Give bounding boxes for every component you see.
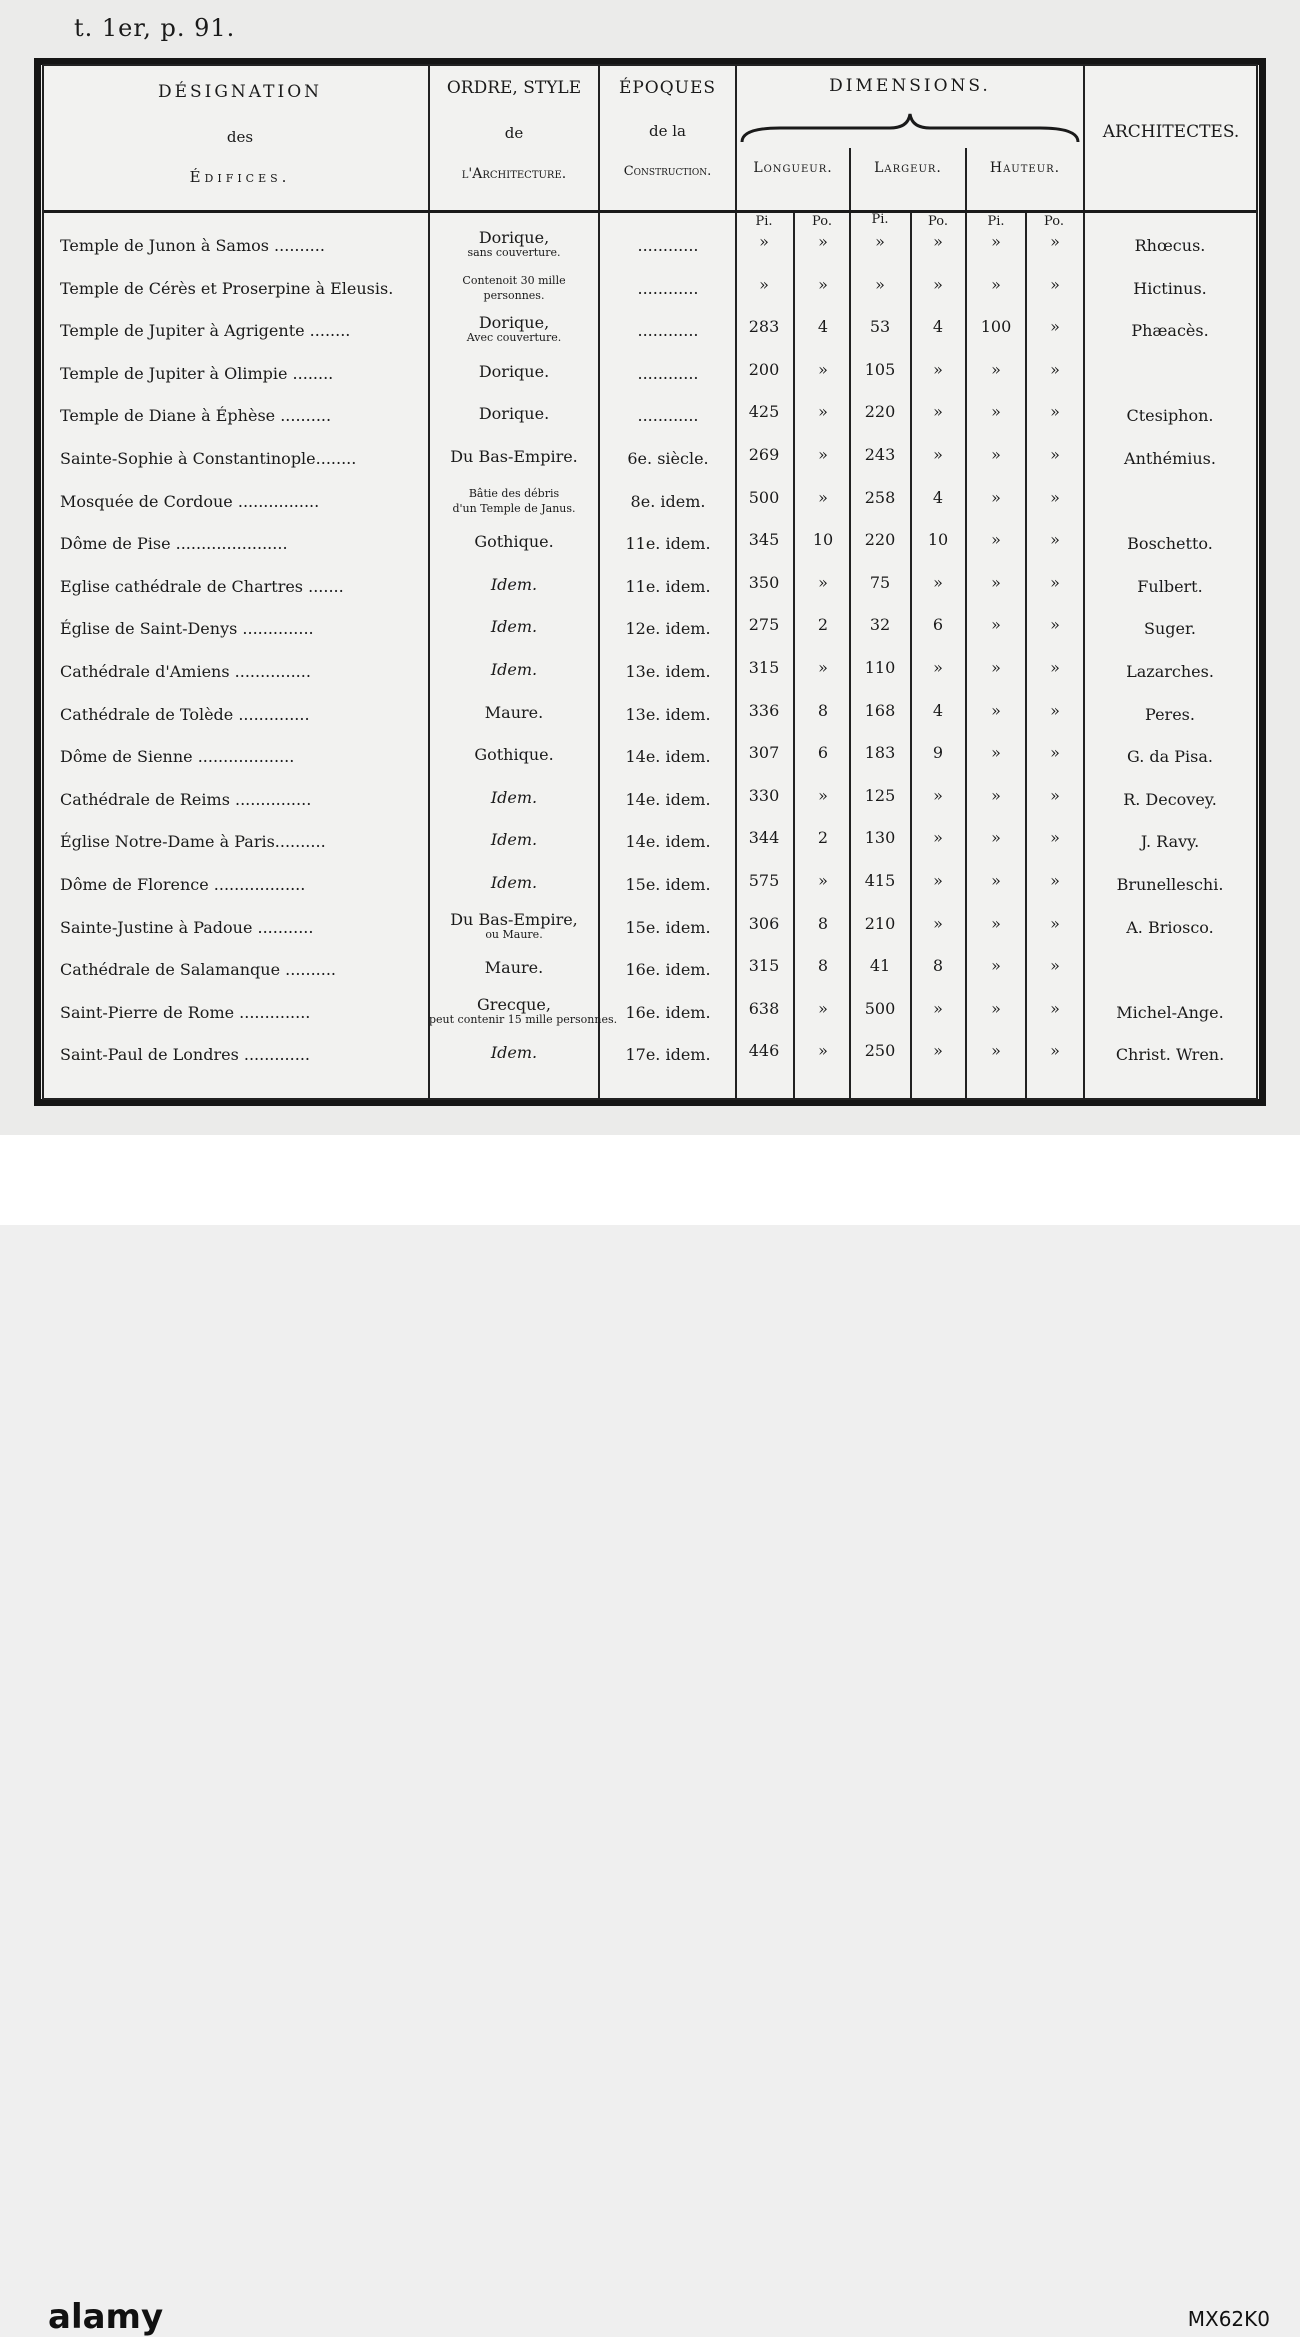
header-designation: DÉSIGNATION <box>157 82 323 102</box>
row-dim-hp: » <box>991 274 1001 294</box>
row-dim-hp: » <box>991 785 1001 805</box>
row-style: Du Bas-Empire. <box>450 447 578 466</box>
row-edifice-name: Dôme de Pise ...................... <box>60 534 288 554</box>
row-dim-lo: » <box>818 232 828 251</box>
row-dim-wo: » <box>933 785 943 805</box>
row-epoch: 15e. idem. <box>625 917 711 937</box>
row-dim-wo: 6 <box>932 615 944 635</box>
col-divider <box>735 64 737 1100</box>
row-dim-wo: » <box>933 658 943 677</box>
row-dim-hp: » <box>991 445 1001 464</box>
row-dim-ho: » <box>1050 572 1060 592</box>
row-architect: Peres. <box>1145 704 1195 724</box>
row-architect: R. Decovey. <box>1123 789 1217 809</box>
row-dim-wp: » <box>875 274 885 294</box>
row-dim-lo: » <box>818 998 828 1018</box>
row-style: Idem. <box>490 830 538 850</box>
row-dim-hp: » <box>991 828 1001 848</box>
row-style: Dorique, <box>478 228 550 247</box>
row-dim-wp: 210 <box>864 913 896 933</box>
row-style: Idem. <box>490 617 538 637</box>
row-edifice-name: Eglise cathédrale de Chartres ....... <box>60 576 344 596</box>
row-dim-ho: » <box>1050 658 1060 677</box>
row-dim-wo: 9 <box>932 743 944 763</box>
row-dim-ho: » <box>1050 615 1060 635</box>
row-architect: J. Ravy. <box>1140 832 1200 852</box>
row-dim-lo: » <box>818 871 828 890</box>
row-dim-hp: » <box>991 402 1001 422</box>
row-style-note: sans couverture. <box>467 246 561 259</box>
row-architect: Fulbert. <box>1137 576 1203 596</box>
header-designation-des: des <box>226 128 254 146</box>
row-dim-lo: » <box>818 445 828 464</box>
row-dim-hp: » <box>991 700 1001 720</box>
row-dim-hp: » <box>991 956 1001 976</box>
row-dim-wp: 105 <box>864 359 896 379</box>
row-dim-hp: » <box>991 913 1001 933</box>
row-dim-hp: » <box>991 871 1001 890</box>
row-dim-hp: » <box>991 615 1001 635</box>
row-epoch: 16e. idem. <box>625 960 711 980</box>
row-dim-wo: 8 <box>932 956 944 976</box>
row-dim-ho: » <box>1050 1041 1060 1061</box>
row-dim-lp: 269 <box>748 445 780 464</box>
row-dim-wo: » <box>933 232 943 251</box>
row-dim-lp: 575 <box>748 871 780 890</box>
row-edifice-name: Saint-Pierre de Rome .............. <box>60 1002 311 1022</box>
row-architect: Suger. <box>1144 619 1196 639</box>
header-dimensions: DIMENSIONS. <box>829 76 991 96</box>
row-dim-ho: » <box>1050 445 1060 464</box>
row-dim-ho: » <box>1050 913 1060 933</box>
row-dim-lp: 336 <box>748 700 780 720</box>
row-dim-lo: » <box>818 1041 828 1061</box>
row-epoch: 17e. idem. <box>625 1045 711 1065</box>
row-dim-lp: » <box>759 274 769 294</box>
row-edifice-name: Mosquée de Cordoue ................ <box>60 491 320 511</box>
watermark-logo: alamy <box>48 2297 164 2337</box>
row-dim-ho: » <box>1050 785 1060 805</box>
header-hauteur: Hauteur. <box>989 160 1061 176</box>
row-dim-wo: » <box>933 359 943 379</box>
row-dim-lo: 8 <box>817 700 829 720</box>
row-dim-lp: 275 <box>748 615 780 635</box>
row-dim-hp: » <box>991 359 1001 379</box>
row-style: Dorique. <box>478 361 550 381</box>
row-dim-ho: » <box>1050 232 1060 251</box>
row-dim-hp: » <box>991 743 1001 763</box>
row-epoch: 14e. idem. <box>625 832 711 852</box>
row-dim-wp: 250 <box>864 1041 896 1061</box>
row-epoch: 14e. idem. <box>625 789 711 809</box>
col-divider <box>965 148 967 1100</box>
row-dim-lo: » <box>818 572 828 592</box>
row-dim-lp: 500 <box>748 487 780 507</box>
row-epoch: 13e. idem. <box>625 704 711 724</box>
row-dim-wo: 4 <box>932 700 944 720</box>
row-edifice-name: Cathédrale d'Amiens ............... <box>60 662 311 681</box>
row-style: Idem. <box>490 787 538 807</box>
row-dim-ho: » <box>1050 530 1060 550</box>
unit-pi: Pi. <box>987 214 1005 229</box>
row-dim-wp: 110 <box>864 658 896 677</box>
row-dim-lo: » <box>818 402 828 422</box>
row-edifice-name: Saint-Paul de Londres ............. <box>60 1045 310 1065</box>
row-epoch: 14e. idem. <box>625 747 711 767</box>
row-edifice-name: Église Notre-Dame à Paris.......... <box>60 832 326 852</box>
row-dim-wp: 220 <box>864 402 896 422</box>
row-style: Contenoit 30 mille <box>462 273 566 287</box>
header-designation-edifices: Édifices. <box>189 168 291 186</box>
subcol-divider <box>1025 210 1027 1100</box>
row-dim-wp: 415 <box>864 871 896 890</box>
row-style: Idem. <box>490 1043 538 1063</box>
row-style: Maure. <box>484 958 544 978</box>
row-dim-hp: » <box>991 998 1001 1018</box>
row-dim-wp: 41 <box>869 956 891 976</box>
row-edifice-name: Cathédrale de Reims ............... <box>60 789 312 809</box>
row-dim-hp: 100 <box>980 317 1012 337</box>
row-style: Bâtie des débris <box>468 486 560 500</box>
row-edifice-name: Temple de Jupiter à Olimpie ........ <box>60 363 334 383</box>
row-dim-ho: » <box>1050 828 1060 848</box>
header-architectes: ARCHITECTES. <box>1102 122 1240 142</box>
row-dim-lo: 8 <box>817 913 829 933</box>
row-style: Dorique, <box>478 313 550 333</box>
header-ordre-de: de <box>504 124 524 142</box>
row-edifice-name: Temple de Diane à Éphèse .......... <box>60 406 332 426</box>
row-architect: G. da Pisa. <box>1127 747 1213 767</box>
row-dim-wp: 130 <box>864 828 896 848</box>
row-dim-lp: » <box>759 232 769 251</box>
row-dim-lo: 2 <box>817 828 829 848</box>
row-dim-wo: » <box>933 402 943 422</box>
row-style: Idem. <box>490 574 538 594</box>
row-dim-wp: 168 <box>864 700 896 720</box>
row-dim-lo: » <box>818 359 828 379</box>
page-reference: t. 1er, p. 91. <box>74 14 236 42</box>
row-edifice-name: Sainte-Sophie à Constantinople........ <box>60 449 357 468</box>
header-epoques-construction: Construction. <box>623 164 712 179</box>
row-dim-hp: » <box>991 530 1001 550</box>
row-edifice-name: Cathédrale de Salamanque .......... <box>60 960 337 980</box>
row-dim-ho: » <box>1050 487 1060 507</box>
row-epoch: ............ <box>637 236 699 255</box>
row-dim-wp: 32 <box>869 615 891 635</box>
row-dim-ho: » <box>1050 998 1060 1018</box>
row-epoch: 15e. idem. <box>625 875 711 894</box>
row-dim-ho: » <box>1050 700 1060 720</box>
row-dim-ho: » <box>1050 402 1060 422</box>
row-dim-ho: » <box>1050 743 1060 763</box>
row-architect: Hictinus. <box>1133 278 1207 298</box>
row-dim-wo: » <box>933 871 943 890</box>
row-edifice-name: Temple de Cérès et Proserpine à Eleusis. <box>60 278 394 298</box>
header-ordre-architecture: l'Architecture. <box>461 166 567 182</box>
row-dim-lo: 4 <box>817 317 829 337</box>
row-dim-lo: 2 <box>817 615 829 635</box>
row-dim-lp: 306 <box>748 913 780 933</box>
row-style-note: personnes. <box>483 288 545 302</box>
row-epoch: ............ <box>637 278 699 298</box>
row-architect: Rhœcus. <box>1134 236 1206 255</box>
row-dim-lp: 350 <box>748 572 780 592</box>
row-dim-hp: » <box>991 487 1001 507</box>
row-epoch: 8e. idem. <box>630 491 706 511</box>
row-dim-wp: 220 <box>864 530 896 550</box>
row-edifice-name: Cathédrale de Tolède .............. <box>60 704 310 724</box>
row-dim-wp: 258 <box>864 487 896 507</box>
row-edifice-name: Dôme de Florence .................. <box>60 875 306 894</box>
header-epoques-dela: de la <box>649 122 686 140</box>
row-edifice-name: Temple de Jupiter à Agrigente ........ <box>60 321 351 341</box>
row-epoch: 11e. idem. <box>625 576 711 596</box>
header-epoques: ÉPOQUES <box>618 78 717 98</box>
row-architect: Phæacès. <box>1131 321 1209 341</box>
row-dim-lo: 10 <box>812 530 834 550</box>
row-epoch: ............ <box>637 406 699 426</box>
row-dim-ho: » <box>1050 317 1060 337</box>
row-dim-lp: 315 <box>748 956 780 976</box>
row-architect: Ctesiphon. <box>1126 406 1214 426</box>
row-dim-lp: 330 <box>748 785 780 805</box>
row-style-note: Avec couverture. <box>466 331 562 345</box>
row-dim-lp: 344 <box>748 828 780 848</box>
row-epoch: ............ <box>637 363 699 383</box>
row-dim-lp: 446 <box>748 1041 780 1061</box>
unit-po: Po. <box>928 214 948 229</box>
row-dim-wo: » <box>933 274 943 294</box>
row-epoch: 11e. idem. <box>625 534 711 554</box>
row-dim-ho: » <box>1050 871 1060 890</box>
row-dim-lp: 200 <box>748 359 780 379</box>
row-dim-lp: 307 <box>748 743 780 763</box>
subcol-divider <box>910 210 912 1100</box>
row-style: Gothique. <box>474 745 554 765</box>
row-dim-lo: 6 <box>817 743 829 763</box>
row-dim-wo: 4 <box>932 317 944 337</box>
row-dim-wo: » <box>933 828 943 848</box>
row-dim-wo: » <box>933 998 943 1018</box>
row-dim-lp: 315 <box>748 658 780 677</box>
row-style: Idem. <box>490 660 538 679</box>
subcol-divider <box>793 210 795 1100</box>
row-style: Idem. <box>490 873 538 892</box>
row-style: Dorique. <box>478 404 550 424</box>
row-dim-lo: » <box>818 658 828 677</box>
row-style: Grecque, <box>477 994 551 1014</box>
row-dim-hp: » <box>991 658 1001 677</box>
row-architect: Christ. Wren. <box>1115 1045 1225 1065</box>
unit-pi: Pi. <box>871 212 889 227</box>
row-architect: Michel-Ange. <box>1116 1002 1224 1022</box>
row-dim-wo: 4 <box>932 487 944 507</box>
row-dim-wp: » <box>875 232 885 251</box>
row-dim-wo: » <box>933 572 943 592</box>
row-dim-ho: » <box>1050 359 1060 379</box>
row-dim-ho: » <box>1050 956 1060 976</box>
row-edifice-name: Dôme de Sienne ................... <box>60 747 295 767</box>
row-style-note: ou Maure. <box>485 927 543 941</box>
row-dim-lo: » <box>818 785 828 805</box>
row-dim-wo: 10 <box>927 530 949 550</box>
image-code: MX62K0 <box>1187 2307 1270 2331</box>
row-dim-wo: » <box>933 445 943 464</box>
header-rule <box>44 210 1256 213</box>
row-architect: Lazarches. <box>1126 662 1214 681</box>
row-dim-wp: 75 <box>869 572 891 592</box>
row-dim-lo: 8 <box>817 956 829 976</box>
row-dim-lp: 638 <box>748 998 780 1018</box>
row-edifice-name: Sainte-Justine à Padoue ........... <box>60 917 314 937</box>
row-dim-hp: » <box>991 1041 1001 1061</box>
row-edifice-name: Temple de Junon à Samos .......... <box>60 236 325 255</box>
row-dim-lp: 283 <box>748 317 780 337</box>
row-dim-hp: » <box>991 232 1001 251</box>
row-epoch: ............ <box>637 321 699 341</box>
row-dim-lo: » <box>818 487 828 507</box>
row-epoch: 16e. idem. <box>625 1002 711 1022</box>
row-epoch: 13e. idem. <box>625 662 711 681</box>
row-architect: Anthémius. <box>1124 449 1216 468</box>
row-epoch: 12e. idem. <box>625 619 711 639</box>
row-dim-lp: 425 <box>748 402 780 422</box>
row-dim-ho: » <box>1050 274 1060 294</box>
row-dim-wp: 500 <box>864 998 896 1018</box>
row-dim-lp: 345 <box>748 530 780 550</box>
unit-po: Po. <box>1044 214 1064 229</box>
header-longueur: Longueur. <box>753 160 833 176</box>
unit-po: Po. <box>812 214 832 229</box>
row-style: Du Bas-Empire, <box>450 909 578 929</box>
header-largeur: Largeur. <box>874 160 942 176</box>
row-style: Gothique. <box>474 532 554 552</box>
row-dim-wp: 125 <box>864 785 896 805</box>
row-style-note: d'un Temple de Janus. <box>452 501 576 515</box>
row-style-note: peut contenir 15 mille personnes. <box>429 1012 618 1026</box>
row-architect: Boschetto. <box>1127 534 1213 554</box>
dimensions-brace-icon <box>740 112 1080 146</box>
row-edifice-name: Église de Saint-Denys .............. <box>60 619 314 639</box>
col-divider <box>849 148 851 1100</box>
row-dim-wo: » <box>933 1041 943 1061</box>
row-dim-wp: 53 <box>869 317 891 337</box>
row-architect: Brunelleschi. <box>1116 875 1224 894</box>
scanned-page <box>0 0 1300 1135</box>
unit-pi: Pi. <box>755 214 773 229</box>
row-dim-wo: » <box>933 913 943 933</box>
row-dim-lo: » <box>818 274 828 294</box>
row-epoch: 6e. siècle. <box>627 449 709 468</box>
row-dim-wp: 183 <box>864 743 896 763</box>
header-ordre: ORDRE, STYLE <box>446 78 582 98</box>
stock-footer <box>0 1135 1300 2337</box>
row-dim-wp: 243 <box>864 445 896 464</box>
row-style: Maure. <box>484 702 544 722</box>
row-dim-hp: » <box>991 572 1001 592</box>
row-architect: A. Briosco. <box>1126 917 1214 937</box>
